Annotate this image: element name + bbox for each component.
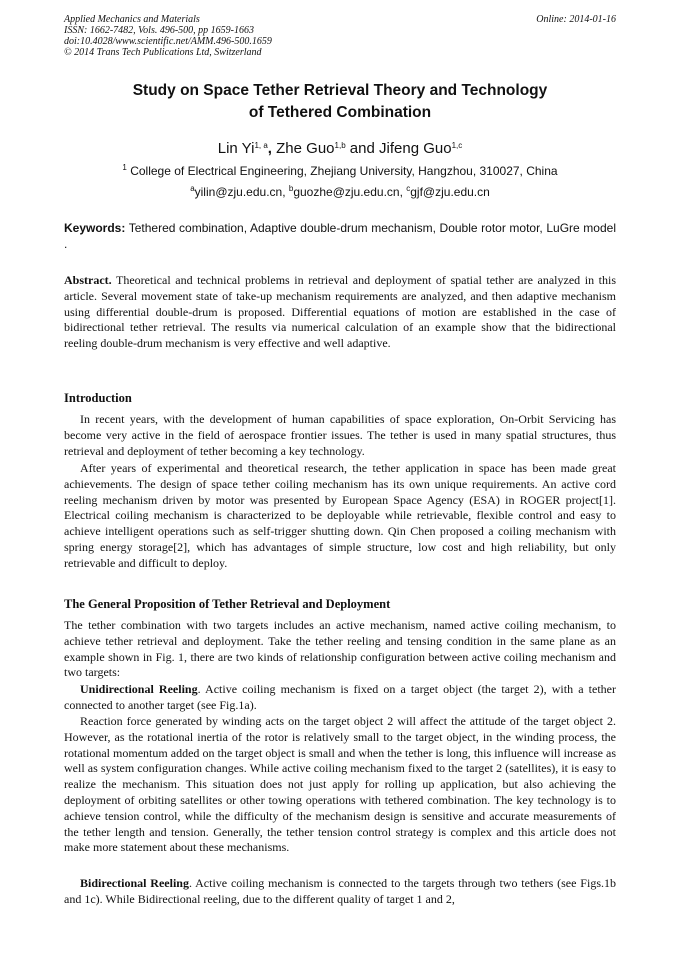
section-heading-introduction: Introduction: [64, 391, 132, 405]
keywords-label: Keywords:: [64, 221, 126, 235]
issn-line: ISSN: 1662-7482, Vols. 496-500, pp 1659-1663: [64, 25, 254, 36]
intro-paragraph-2: After years of experimental and theoretical research, the tether application in space has been made great achievements. The design of space tether coiling mechanism has its own unique requirements. An active cord reeling mechanism driven by motor was presented by European Space Agency (ESA) in ROGER project[1]. Electrical coiling mechanism is characterized to be deployable while retrievable, flexible control and easy to achieve intelligent operations such as self-trigger shutting down. Qin Chen proposed a coiling mechanism with spring energy storage[2], which has advantages of simple structure, low cost and high reliability, but only retrievable and difficult to deploy.: [64, 461, 616, 570]
bidirectional-reeling-text: . Active coiling mechanism is connected to the targets through two tethers (see Figs.1b and 1c). While Bidirectional reeling, due to the different quality of target 1 and 2,: [64, 876, 616, 906]
affiliation: [64, 163, 616, 179]
affiliation-mark: 1: [122, 163, 127, 172]
bidirectional-reeling-label: Bidirectional Reeling: [80, 876, 189, 890]
journal-header: [64, 14, 616, 58]
email-mark-c: c: [406, 184, 411, 193]
intro-paragraph-1: In recent years, with the development of human capabilities of space exploration, On-Orbit Servicing has become very active in the field of aerospace frontier issues. The tether is used in many spatial structures, thus retrieval and deployment of tether becoming a key technology.: [64, 412, 616, 458]
author-2: Zhe Guo: [276, 140, 335, 157]
section-heading-general-proposition: The General Proposition of Tether Retrieval and Deployment: [64, 597, 391, 611]
email-b[interactable]: guozhe@zju.edu.cn,: [293, 185, 407, 199]
copyright-line: © 2014 Trans Tech Publications Ltd, Switzerland: [64, 47, 262, 58]
abstract-text: Theoretical and technical problems in retrieval and deployment of spatial tether are analyzed in this article. Several movement state of take-up mechanism requirements are analyzed, and then adaptive mechanism using differential double-drum is proposed. Differential equations of motion are established in the case of bidirectional tether retrieval. The results via numerical calculation of an example show that the bidirectional reeling double-drum mechanism is very effective and well adaptive.: [64, 273, 616, 351]
author-separator: ,: [267, 140, 277, 157]
email-c[interactable]: gjf@zju.edu.cn: [410, 185, 490, 199]
abstract: [64, 273, 616, 352]
author-2-affiliation-mark: 1,b: [334, 141, 346, 150]
title-line-2: of Tethered Combination: [248, 104, 432, 121]
email-list: [64, 184, 616, 200]
section2-paragraph-reaction-force: Reaction force generated by winding acts on the target object 2 will affect the attitude of the target object 2. However, as the rotational inertia of the rotor is relatively small to the target object, in the winding process, the rotational momentum added on the target object is small and when the tether is long, this influence will increase as well as system configuration changes. While active coiling mechanism fixed to the target 2 (satellites), it is easy to realize the mechanism. This situation does not just apply for rolling up application, but also achieving the deployment of orbiting satellites or other towing operations with tethered combination. The key technology is to achieve tension control, while the difficulty of the mechanism design is sensitive and accurate measurements of the tether length and tension. Generally, the tether tension control strategy is complex and this article does not make more statement about these mechanisms.: [64, 714, 616, 855]
abstract-label: Abstract.: [64, 273, 112, 287]
author-separator: and: [345, 140, 380, 157]
section2-paragraph-1: The tether combination with two targets includes an active mechanism, named active coiling mechanism, to achieve tether retrieval and deployment. Take the tether reeling and tensing condition in the same plane as an example shown in Fig. 1, there are two kinds of relationship configuration between active coiling mechanism and two targets:: [64, 618, 616, 680]
author-1-affiliation-mark: 1, a: [254, 141, 268, 150]
section2-paragraph-unidirectional: [64, 682, 616, 714]
unidirectional-reeling-text: . Active coiling mechanism is fixed on a target object (the target 2), with a tether connected to another target (see Fig.1a).: [64, 682, 616, 712]
keywords-text: Tethered combination, Adaptive double-drum mechanism, Double rotor motor, LuGre model .: [64, 221, 616, 251]
online-date: Online: 2014-01-16: [536, 14, 616, 25]
unidirectional-reeling-label: Unidirectional Reeling: [80, 682, 198, 696]
email-mark-b: b: [288, 184, 294, 193]
doi-line: doi:10.4028/www.scientific.net/AMM.496-500.1659: [64, 36, 272, 47]
keywords: [64, 220, 616, 252]
affiliation-text: College of Electrical Engineering, Zhejiang University, Hangzhou, 310027, China: [126, 164, 558, 178]
email-mark-a: a: [190, 184, 195, 193]
author-1: Lin Yi: [217, 140, 255, 157]
journal-name: Applied Mechanics and Materials: [64, 14, 200, 25]
author-3-affiliation-mark: 1,c: [451, 141, 463, 150]
author-3: Jifeng Guo: [379, 140, 452, 157]
author-list: [64, 140, 616, 158]
section2-paragraph-bidirectional: [64, 876, 616, 908]
title-line-1: Study on Space Tether Retrieval Theory and Technology: [132, 82, 548, 99]
paper-title: [64, 80, 616, 124]
email-a[interactable]: yilin@zju.edu.cn,: [194, 185, 289, 199]
